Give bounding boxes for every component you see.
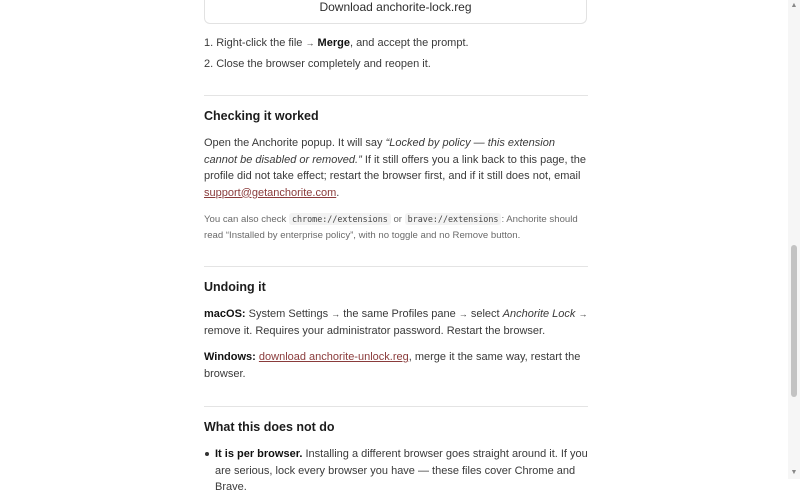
note-text: You can also check	[204, 214, 289, 225]
list-item-lead: It is per browser.	[215, 448, 303, 460]
code-brave-extensions: brave://extensions	[405, 213, 502, 225]
vertical-scrollbar[interactable]	[788, 0, 800, 479]
undo-windows-paragraph	[204, 349, 588, 382]
quote-text: “Locked by policy — this extension cannot be disabled or removed.”	[204, 137, 555, 166]
section-divider	[204, 266, 588, 267]
paragraph-text: System Settings	[245, 308, 332, 320]
code-chrome-extensions: chrome://extensions	[289, 213, 391, 225]
section-divider	[204, 95, 588, 96]
scrollbar-thumb[interactable]	[791, 245, 797, 397]
step-text: 1. Right-click the file	[204, 37, 306, 49]
step-item	[204, 36, 588, 57]
section-title-checking: Checking it worked	[204, 109, 319, 123]
download-lock-label: Download anchorite-lock.reg	[319, 0, 472, 14]
checking-paragraph	[204, 135, 588, 201]
paragraph-text: the same Profiles pane	[340, 308, 459, 320]
paragraph-text: Open the Anchorite popup. It will say	[204, 137, 386, 149]
arrow-icon: →	[458, 309, 468, 319]
support-email-link[interactable]: support@getanchorite.com	[204, 186, 337, 199]
section-title-limits: What this does not do	[204, 420, 335, 434]
paragraph-text: If it still offers you a link back to this page, the profile did not take effect; restart the browser first, and if it still does not, email	[204, 153, 586, 182]
arrow-icon: →	[331, 309, 341, 319]
note-text: or	[390, 214, 405, 225]
checking-note	[204, 212, 588, 243]
arrow-icon: →	[578, 309, 588, 319]
step-text: 2. Close the browser completely and reopen it.	[204, 58, 431, 70]
step-text: , and accept the prompt.	[349, 37, 469, 49]
step-item	[204, 57, 588, 78]
limits-list	[204, 446, 588, 496]
undo-macos-paragraph	[204, 306, 588, 339]
profile-name: Anchorite Lock	[502, 308, 576, 320]
install-steps	[204, 36, 588, 78]
step-merge-label: Merge	[317, 37, 350, 49]
macos-label: macOS:	[204, 308, 246, 320]
arrow-icon: →	[305, 38, 315, 48]
paragraph-text: remove it. Requires your administrator password. Restart the browser.	[204, 324, 546, 337]
paragraph-text: .	[336, 186, 340, 199]
list-item	[204, 446, 588, 496]
note-text: : Anchorite should read “Installed by enterprise policy”, with no toggle and no Remove button.	[204, 214, 578, 241]
section-divider	[204, 406, 588, 407]
windows-label: Windows:	[204, 351, 256, 363]
paragraph-text: select	[467, 308, 503, 320]
scroll-up-icon[interactable]: ▲	[790, 2, 798, 9]
section-title-undoing: Undoing it	[204, 280, 266, 294]
download-lock-button[interactable]	[204, 0, 587, 24]
list-item-text: Installing a different browser goes straight around it. If you are serious, lock every browser you have — these files cover Chrome and Brave.	[215, 448, 588, 493]
download-unlock-link[interactable]: download anchorite-unlock.reg	[258, 351, 409, 363]
scroll-down-icon[interactable]: ▼	[790, 469, 798, 476]
paragraph-text: , merge it the same way, restart the browser.	[204, 351, 581, 380]
